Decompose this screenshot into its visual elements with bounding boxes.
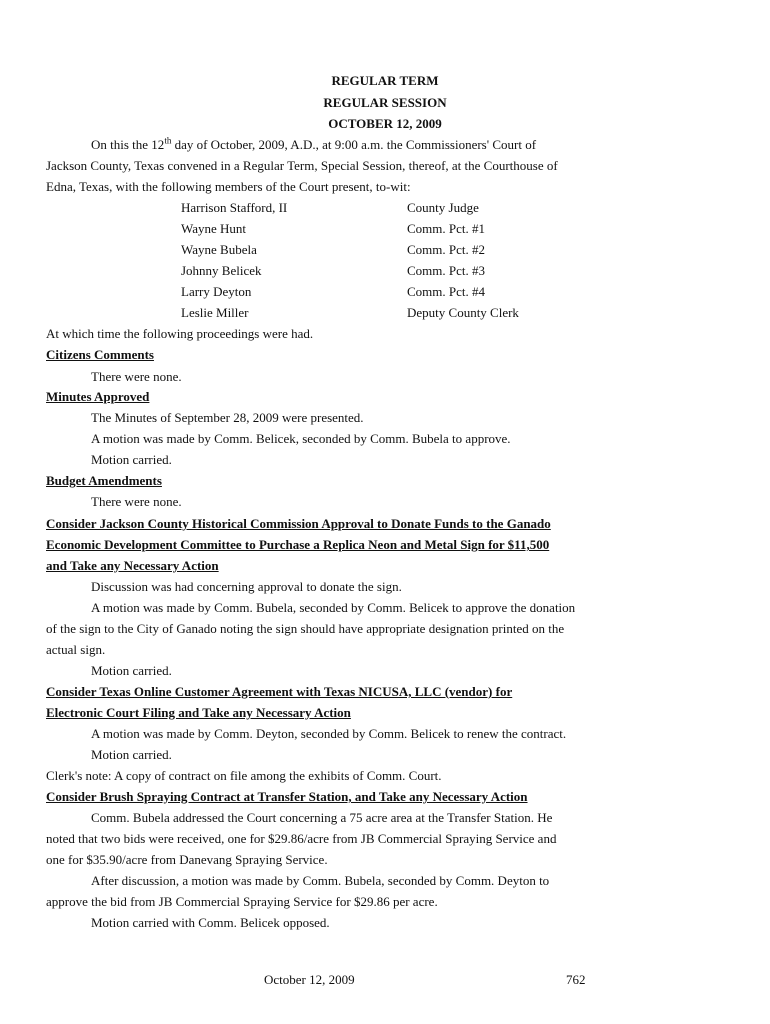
proceedings-intro: At which time the following proceedings were had. (46, 326, 314, 341)
section-heading-budget: Budget Amendments (46, 473, 162, 488)
minutes-text: A motion was made by Comm. Belicek, seconded by Comm. Bubela to approve. (91, 431, 511, 446)
intro-line-3: Edna, Texas, with the following members of the Court present, to-wit: (46, 179, 411, 194)
historical-text: A motion was made by Comm. Bubela, seconded by Comm. Belicek to approve the donation (91, 600, 576, 615)
attendee-name: Harrison Stafford, II (181, 200, 288, 215)
brush-text: Motion carried with Comm. Belicek opposed. (91, 915, 330, 930)
texas-online-text: Motion carried. (91, 747, 172, 762)
minutes-text: The Minutes of September 28, 2009 were presented. (91, 410, 364, 425)
section-heading-historical: Economic Development Committee to Purchase a Replica Neon and Metal Sign for $11,500 (46, 537, 550, 552)
intro-line-1 (91, 137, 536, 153)
section-heading-texas-online: Consider Texas Online Customer Agreement with Texas NICUSA, LLC (vendor) for (46, 684, 513, 699)
attendee-name: Wayne Hunt (181, 221, 247, 236)
budget-text: There were none. (91, 494, 182, 509)
section-heading-brush: Consider Brush Spraying Contract at Transfer Station, and Take any Necessary Action (46, 789, 528, 804)
section-heading-historical: and Take any Necessary Action (46, 558, 219, 573)
header-regular-session: REGULAR SESSION (323, 95, 447, 110)
attendee-title: Comm. Pct. #4 (407, 284, 486, 299)
intro-part-1: On this the 12 (91, 137, 165, 152)
brush-text: approve the bid from JB Commercial Spraying Service for $29.86 per acre. (46, 894, 438, 909)
attendee-title: Comm. Pct. #1 (407, 221, 486, 236)
attendee-name: Leslie Miller (181, 305, 249, 320)
header-date: OCTOBER 12, 2009 (328, 116, 442, 131)
brush-text: Comm. Bubela addressed the Court concerning a 75 acre area at the Transfer Station. He (91, 810, 553, 825)
historical-text: Discussion was had concerning approval to donate the sign. (91, 579, 402, 594)
intro-part-2: day of October, 2009, A.D., at 9:00 a.m. the Commissioners' Court of (171, 137, 537, 152)
footer-date: October 12, 2009 (264, 972, 355, 987)
attendee-title: County Judge (407, 200, 479, 215)
intro-line-2: Jackson County, Texas convened in a Regular Term, Special Session, thereof, at the Courthouse of (46, 158, 558, 173)
texas-online-text: A motion was made by Comm. Deyton, seconded by Comm. Belicek to renew the contract. (91, 726, 567, 741)
attendee-title: Deputy County Clerk (407, 305, 519, 320)
historical-text: actual sign. (46, 642, 106, 657)
citizens-text: There were none. (91, 369, 182, 384)
brush-text: noted that two bids were received, one for $29.86/acre from JB Commercial Spraying Service and (46, 831, 557, 846)
section-heading-minutes: Minutes Approved (46, 389, 150, 404)
historical-text: of the sign to the City of Ganado noting the sign should have appropriate designation printed on the (46, 621, 565, 636)
intro-ordinal-suffix: th (164, 135, 172, 146)
header-regular-term: REGULAR TERM (331, 73, 439, 88)
page-number: 762 (566, 972, 586, 987)
minutes-text: Motion carried. (91, 452, 172, 467)
attendee-title: Comm. Pct. #2 (407, 242, 486, 257)
brush-text: After discussion, a motion was made by Comm. Bubela, seconded by Comm. Deyton to (91, 873, 550, 888)
attendee-name: Wayne Bubela (181, 242, 257, 257)
section-heading-texas-online: Electronic Court Filing and Take any Necessary Action (46, 705, 351, 720)
historical-text: Motion carried. (91, 663, 172, 678)
clerk-note: Clerk's note: A copy of contract on file among the exhibits of Comm. Court. (46, 768, 442, 783)
attendee-name: Larry Deyton (181, 284, 252, 299)
attendee-title: Comm. Pct. #3 (407, 263, 486, 278)
section-heading-citizens: Citizens Comments (46, 347, 154, 362)
attendee-name: Johnny Belicek (181, 263, 262, 278)
section-heading-historical: Consider Jackson County Historical Commission Approval to Donate Funds to the Ganado (46, 516, 551, 531)
brush-text: one for $35.90/acre from Danevang Spraying Service. (46, 852, 328, 867)
